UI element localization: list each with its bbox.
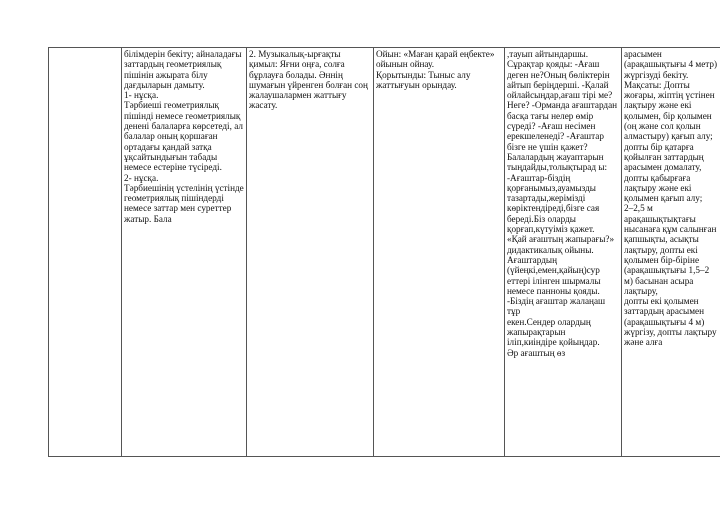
table-cell-5	[505, 48, 622, 457]
cell-text-5: ,тауып айтындаршы. Сұрақтар қояды: -Ағаш деген не?Оның бөліктерін айтып беріңдерші. -Қалай ойлайсыңдар,ағаш тірі ме?Неге? -Орманда ағаштардан басқа тағы нелер өмір сүреді? -Ағаш несімен ерекшеленеді? -Ағаштар бізге не үшін қажет? Балалардың жауаптарын тыңдайды,толықтырад ы: -Ағаштар-біздің қорғанымыз,ауамызды тазартады,жерімізді көріктендіреді,бізге сая береді.Біз оларды қорғап,күтуіміз қажет. «Қай ағаштың жапырағы?» дидактикалық ойыны. Ағаштардың (үйеңкі,емен,қайың)сур еттері ілінген шырмалы немесе панноны қояды. -Біздің ағаштар жалаңаш тұр екен.Сендер олардың жапырақтарын іліп,киіндіре қойыңдар. Әр ағаштың өз	[507, 49, 618, 358]
table-cell-4	[374, 48, 505, 457]
lesson-plan-table	[48, 47, 720, 457]
cell-text-6: арасымен (арақашықтығы 4 метр) жүргізуді бекіту. Мақсаты: Допты жоғары, жіптің үстінен лақтыру және екі қолымен, бір қолымен (оң және сол қолын алмастыру) қағып алу; допты бір қатарға қойылған заттардың арасымен домалату, допты қабырғаға лақтыру және екі қолымен қағып алу; 2–2,5 м арақашықтықтағы нысанаға құм салынған қапшықты, асықты лақтыру, допты екі қолымен бір-біріне (арақашықтығы 1,5–2 м) басынан асыра лақтыру, допты екі қолымен заттардың арасымен (арақашықтығы 4 м) жүргізу, допты лақтыру және алға	[624, 49, 718, 348]
table-cell-1	[49, 48, 122, 457]
table-cell-6	[622, 48, 720, 457]
table-cell-2	[122, 48, 247, 457]
table-row	[49, 48, 720, 457]
cell-text-3: 2. Музыкалық-ырғақты қимыл: Яғни оңға, солға бұрлауға болады. Әннің шумағын үйренген болған соң жалаушалармен жаттығу жасату.	[249, 49, 368, 111]
cell-text-4: Ойын: «Маған қарай еңбекте» ойынын ойнау. Қорытынды: Тыныс алу жаттығуын орындау.	[376, 49, 495, 90]
table-cell-3	[247, 48, 374, 457]
cell-text-2: білімдерін бекіту; айналадағы заттардың геометриялық пішінін ажырата білу дағдыларын дамыту. 1- нұсқа. Тәрбиеші геометриялық пішінді немесе геометриялық денені балаларға көрсетеді, ал балалар оның қоршаған ортадағы қандай затқа ұқсайтындығын табады немесе естеріне түсіреді. 2- нұсқа. Тәрбиешінің үстелінің үстінде геометриялық пішіндерді немесе заттар мен суреттер жатыр. Бала	[124, 49, 244, 224]
